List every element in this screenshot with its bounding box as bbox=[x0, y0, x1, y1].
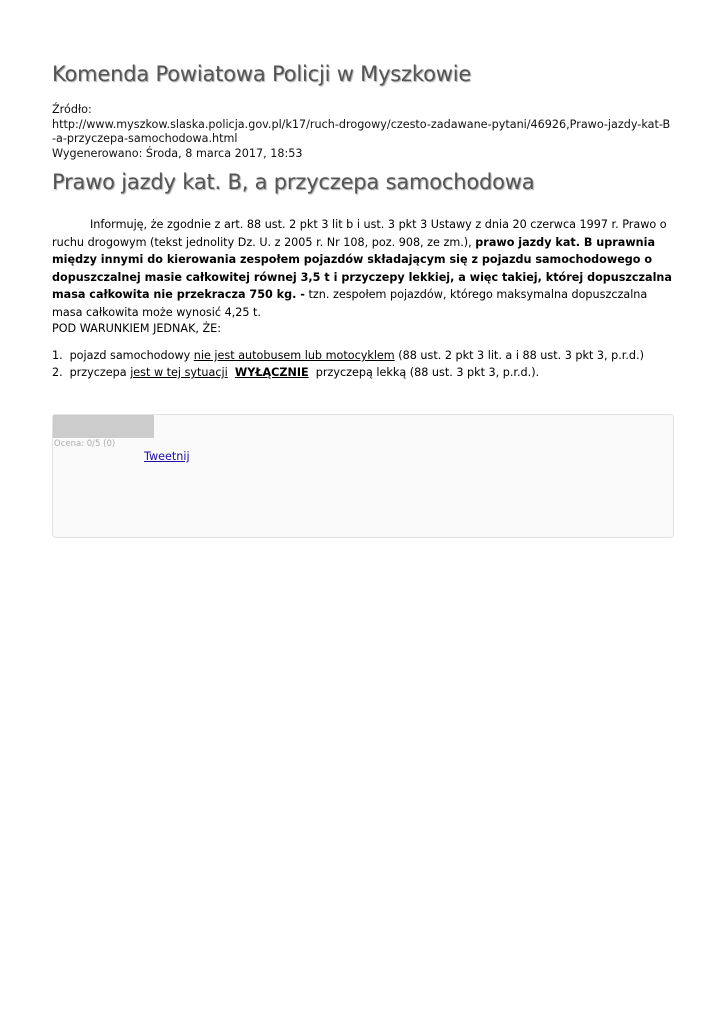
article-body bbox=[52, 216, 674, 321]
source-meta bbox=[52, 103, 674, 161]
conditions-heading: POD WARUNKIEM JEDNAK, ŻE: bbox=[52, 322, 222, 335]
rating-text: Ocena: 0/5 (0) bbox=[54, 439, 116, 449]
condition-underlined: nie jest autobusem lub motocyklem bbox=[193, 349, 395, 362]
intro-paragraph bbox=[52, 216, 674, 321]
condition-text: przyczepa jest w tej sytuacji WYŁĄCZNIE przyczepą lekką (88 ust. 3 pkt 3, p.r.d.). bbox=[69, 366, 540, 379]
intro-bold-text: prawo jazdy kat. B uprawnia między innymi do kierowania zespołem pojazdów składającym się z pojazdu samochodowego o dopuszczalnej masie całkowitej równej 3,5 t i przyczepy lekkiej, a więc takiej, której dopuszczalna masa całkowita nie przekracza 750 kg. - bbox=[52, 235, 672, 301]
condition-number: 2. bbox=[52, 366, 63, 379]
source-url: http://www.myszkow.slaska.policja.gov.pl/k17/ruch-drogowy/czesto-zadawane-pytani/46926,Prawo-jazdy-kat-B-a-przyczepa-samochodowa.html bbox=[52, 117, 671, 145]
condition-emphasis: WYŁĄCZNIE bbox=[234, 366, 309, 379]
condition-text: pojazd samochodowy nie jest autobusem lub motocyklem (88 ust. 2 pkt 3 lit. a i 88 ust. 3 pkt 3, p.r.d.) bbox=[69, 349, 644, 362]
condition-underlined: jest w tej sytuacji bbox=[130, 366, 228, 379]
site-title: Komenda Powiatowa Policji w Myszkowie bbox=[52, 62, 472, 86]
generated-date: Wygenerowano: Środa, 8 marca 2017, 18:53 bbox=[52, 146, 303, 160]
rating-stars-bar[interactable] bbox=[53, 415, 154, 438]
condition-item bbox=[52, 364, 674, 381]
tweet-link[interactable]: Tweetnij bbox=[144, 450, 190, 463]
rating-share-box bbox=[52, 414, 674, 538]
conditions-list bbox=[52, 347, 674, 381]
condition-number: 1. bbox=[52, 349, 63, 362]
intro-tail-text: tzn. zespołem pojazdów, którego maksymalna dopuszczalna masa całkowita może wynosić 4,25 t. bbox=[52, 288, 648, 319]
article-title: Prawo jazdy kat. B, a przyczepa samochodowa bbox=[52, 170, 535, 194]
condition-item bbox=[52, 347, 674, 364]
intro-plain-text: Informuję, że zgodnie z art. 88 ust. 2 pkt 3 lit b i ust. 3 pkt 3 Ustawy z dnia 20 czerwca 1997 r. Prawo o ruchu drogowym (tekst jednolity Dz. U. z 2005 r. Nr 108, poz. 908, ze zm.), bbox=[52, 218, 667, 249]
source-label: Źródło: bbox=[52, 103, 92, 116]
